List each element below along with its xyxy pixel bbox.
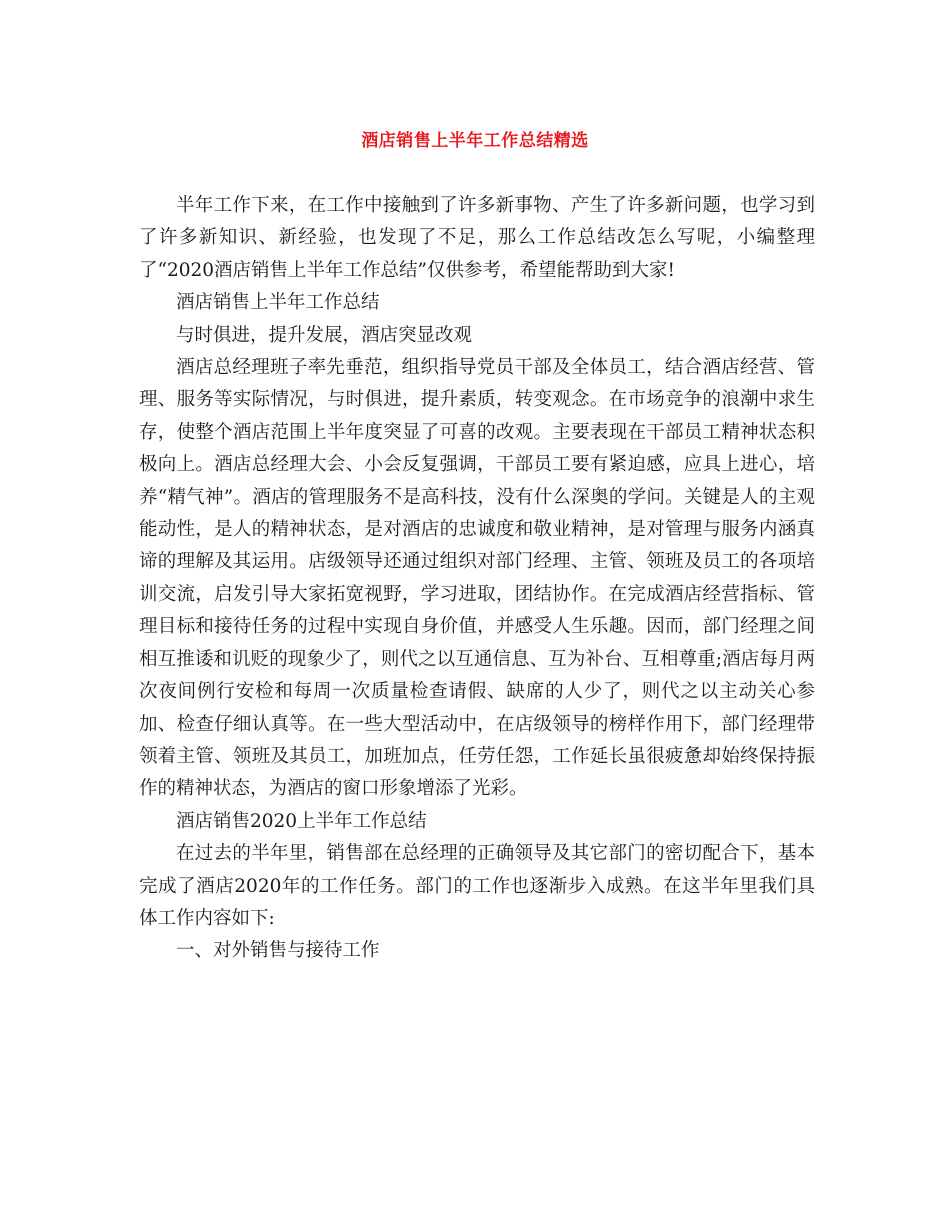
subsection-heading: 一、对外销售与接待工作 xyxy=(176,940,380,962)
body-paragraph: 酒店总经理班子率先垂范，组织指导党员干部及全体员工，结合酒店经营、管理、服务等实际情况，与时俱进，提升素质，转变观念。在市场竞争的浪潮中求生存，使整个酒店范围上半年度突显了可喜的改观。主要表现在干部员工精神状态积极向上。酒店总经理大会、小会反复强调，干部员工要有紧迫感，应具上进心，培养“精气神”。酒店的管理服务不是高科技，没有什么深奥的学问。关键是人的主观能动性，是人的精神状态，是对酒店的忠诚度和敬业精神，是对管理与服务内涵真谛的理解及其运用。店级领导还通过组织对部门经理、主管、领班及员工的各项培训交流，启发引导大家拓宽视野，学习进取，团结协作。在完成酒店经营指标、管理目标和接待任务的过程中实现自身价值，并感受人生乐趣。因而，部门经理之间相互推诿和讥贬的现象少了，则代之以互通信息、互为补台、互相尊重;酒店每月两次夜间例行安检和每周一次质量检查请假、缺席的人少了，则代之以主动关心参加、检查仔细认真等。在一些大型活动中，在店级领导的榜样作用下，部门经理带领着主管、领班及其员工，加班加点，任劳任怨，工作延长虽很疲惫却始终保持振作的精神状态，为酒店的窗口形象增添了光彩。 xyxy=(139,357,815,800)
section-heading: 酒店销售2020上半年工作总结 xyxy=(176,810,427,832)
document-body xyxy=(139,190,815,968)
section-heading: 酒店销售上半年工作总结 xyxy=(176,292,380,314)
document-title: 酒店销售上半年工作总结精选 xyxy=(361,131,589,151)
subsection-heading: 与时俱进，提升发展，酒店突显改观 xyxy=(176,324,473,346)
body-paragraph: 在过去的半年里，销售部在总经理的正确领导及其它部门的密切配合下，基本完成了酒店2020年的工作任务。部门的工作也逐渐步入成熟。在这半年里我们具体工作内容如下: xyxy=(139,843,815,929)
intro-paragraph: 半年工作下来，在工作中接触到了许多新事物、产生了许多新问题，也学习到了许多新知识、新经验，也发现了不足，那么工作总结改怎么写呢，小编整理了“2020酒店销售上半年工作总结”仅供参考，希望能帮助到大家! xyxy=(139,195,815,281)
